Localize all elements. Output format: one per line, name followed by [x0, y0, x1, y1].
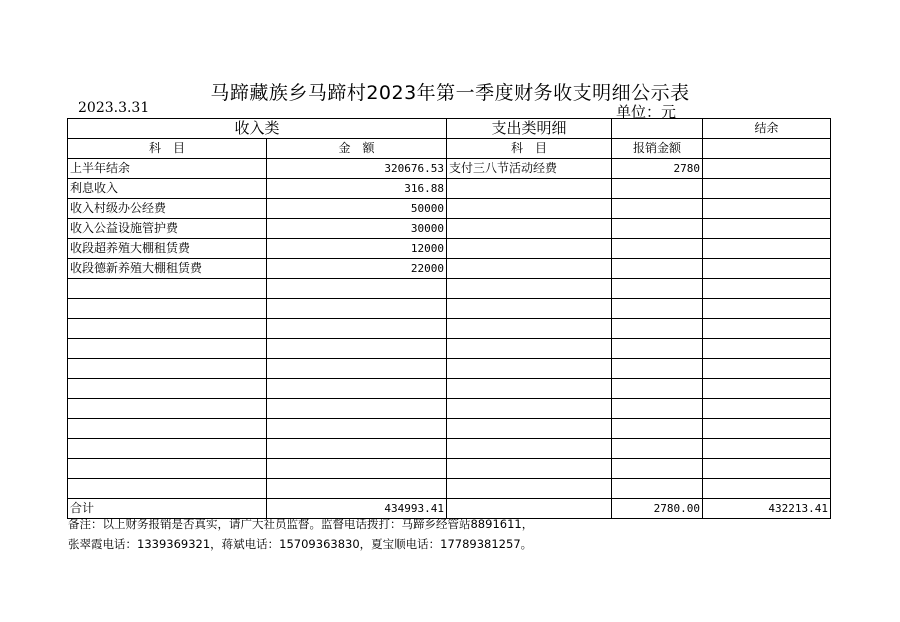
expense-item: [447, 359, 612, 379]
group-header-row: [68, 119, 831, 139]
income-item: [68, 339, 267, 359]
table-row: [68, 219, 831, 239]
balance-cell: [703, 179, 831, 199]
footnote-line-1: 备注：以上财务报销是否真实，请广大社员监督。监督电话拨打：马蹄乡经管站8891611，: [68, 517, 534, 531]
income-item: [68, 279, 267, 299]
total-expense-amount: 2780.00: [612, 499, 703, 519]
income-amount: [267, 479, 447, 499]
expense-amount: [612, 199, 703, 219]
income-item: 收入村级办公经费: [68, 199, 267, 219]
expense-amount: [612, 439, 703, 459]
expense-amount: [612, 459, 703, 479]
table-row: [68, 479, 831, 499]
report-date: 2023.3.31: [78, 100, 150, 116]
expense-amount: [612, 299, 703, 319]
table-row: [68, 419, 831, 439]
currency-unit: 单位：元: [616, 103, 677, 121]
table-row: [68, 319, 831, 339]
table-row: [68, 459, 831, 479]
table-row: [68, 379, 831, 399]
income-item: 收段德新养殖大棚租赁费: [68, 259, 267, 279]
expense-item: [447, 439, 612, 459]
income-group-header: 收入类: [68, 119, 447, 139]
expense-amount: [612, 379, 703, 399]
table-row: [68, 199, 831, 219]
expense-item: [447, 319, 612, 339]
income-item: 收入公益设施管护费: [68, 219, 267, 239]
expense-amount: [612, 279, 703, 299]
total-balance: 432213.41: [703, 499, 831, 519]
balance-cell: [703, 199, 831, 219]
income-item: [68, 319, 267, 339]
income-subject-header: 科 目: [68, 139, 267, 159]
expense-amount: [612, 319, 703, 339]
income-item: 收段超养殖大棚租赁费: [68, 239, 267, 259]
income-item: [68, 419, 267, 439]
expense-amount: [612, 419, 703, 439]
balance-cell: [703, 339, 831, 359]
table-row: [68, 279, 831, 299]
finance-table: [67, 118, 831, 519]
balance-cell: [703, 359, 831, 379]
income-amount: [267, 299, 447, 319]
income-amount: [267, 399, 447, 419]
balance-cell: [703, 279, 831, 299]
expense-amount: [612, 219, 703, 239]
total-label: 合计: [68, 499, 267, 519]
expense-item: [447, 459, 612, 479]
balance-cell: [703, 419, 831, 439]
expense-subject-header: 科 目: [447, 139, 612, 159]
income-amount: [267, 439, 447, 459]
income-item: 上半年结余: [68, 159, 267, 179]
income-item: [68, 379, 267, 399]
income-amount: 316.88: [267, 179, 447, 199]
reimb-amount-header: 报销金额: [612, 139, 703, 159]
expense-amount: [612, 259, 703, 279]
income-amount-header: 金 额: [267, 139, 447, 159]
balance-cell: [703, 319, 831, 339]
balance-subheader: [703, 139, 831, 159]
income-amount: [267, 279, 447, 299]
page-title: 马蹄藏族乡马蹄村2023年第一季度财务收支明细公示表: [210, 82, 690, 104]
income-amount: 12000: [267, 239, 447, 259]
footnote-line-2: 张翠霞电话：1339369321，蒋斌电话：15709363830，夏宝顺电话：17789381257。: [68, 537, 533, 551]
table-row: [68, 179, 831, 199]
table-row: [68, 159, 831, 179]
balance-cell: [703, 299, 831, 319]
income-item: [68, 459, 267, 479]
expense-item: 支付三八节活动经费: [447, 159, 612, 179]
expense-item: [447, 479, 612, 499]
expense-group-header: 支出类明细: [447, 119, 612, 139]
expense-item: [447, 259, 612, 279]
balance-cell: [703, 479, 831, 499]
income-item: [68, 359, 267, 379]
table-row: [68, 299, 831, 319]
column-header-row: [68, 139, 831, 159]
income-amount: [267, 419, 447, 439]
income-amount: [267, 459, 447, 479]
expense-amount: [612, 179, 703, 199]
balance-cell: [703, 219, 831, 239]
expense-item: [447, 199, 612, 219]
expense-item: [447, 279, 612, 299]
expense-amount: 2780: [612, 159, 703, 179]
expense-amount: [612, 479, 703, 499]
expense-item: [447, 219, 612, 239]
income-item: 利息收入: [68, 179, 267, 199]
table-row: [68, 439, 831, 459]
total-income-amount: 434993.41: [267, 499, 447, 519]
balance-cell: [703, 439, 831, 459]
income-item: [68, 479, 267, 499]
income-amount: 22000: [267, 259, 447, 279]
expense-amount: [612, 399, 703, 419]
balance-cell: [703, 399, 831, 419]
income-amount: 50000: [267, 199, 447, 219]
income-item: [68, 399, 267, 419]
income-amount: [267, 359, 447, 379]
expense-amount: [612, 339, 703, 359]
expense-amount: [612, 239, 703, 259]
footnote: [68, 514, 533, 554]
balance-cell: [703, 159, 831, 179]
balance-cell: [703, 459, 831, 479]
income-amount: 30000: [267, 219, 447, 239]
balance-header: 结余: [703, 119, 831, 139]
income-amount: [267, 379, 447, 399]
blank-header-cell: [612, 119, 703, 139]
expense-item: [447, 399, 612, 419]
expense-item: [447, 299, 612, 319]
income-item: [68, 299, 267, 319]
expense-item: [447, 179, 612, 199]
balance-cell: [703, 259, 831, 279]
table-row: [68, 399, 831, 419]
income-amount: [267, 319, 447, 339]
expense-item: [447, 419, 612, 439]
balance-cell: [703, 239, 831, 259]
income-amount: [267, 339, 447, 359]
table-row: [68, 359, 831, 379]
income-amount: 320676.53: [267, 159, 447, 179]
table-row: [68, 339, 831, 359]
expense-item: [447, 239, 612, 259]
table-row: [68, 239, 831, 259]
balance-cell: [703, 379, 831, 399]
income-item: [68, 439, 267, 459]
expense-amount: [612, 359, 703, 379]
table-row: [68, 259, 831, 279]
expense-item: [447, 379, 612, 399]
expense-item: [447, 339, 612, 359]
